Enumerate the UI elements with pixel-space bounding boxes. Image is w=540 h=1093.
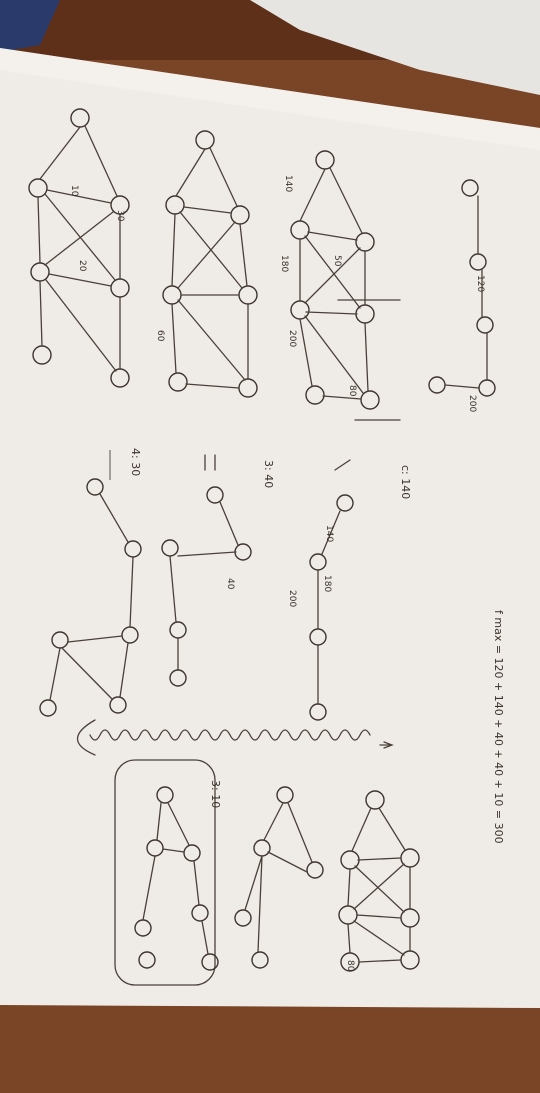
label-40: 40 xyxy=(225,578,235,590)
label-3-10: 3: 10 xyxy=(209,780,222,809)
label-50: 50 xyxy=(332,255,342,267)
label-140: 140 xyxy=(324,525,334,543)
label-c140: c: 140 xyxy=(399,465,412,500)
paper-sheet xyxy=(0,48,540,1008)
label-3-40: 3: 40 xyxy=(262,460,275,489)
label-20: 20 xyxy=(77,260,87,272)
label-200-top: 200 xyxy=(467,395,477,413)
label-180: 180 xyxy=(279,255,289,273)
label-30: 30 xyxy=(115,210,125,222)
label-4-30: 4: 30 xyxy=(129,448,142,477)
label-120: 120 xyxy=(475,275,485,293)
label-80: 80 xyxy=(347,385,357,397)
label-60: 60 xyxy=(155,330,165,342)
label-180-mid: 180 xyxy=(322,575,332,593)
label-200-mid: 200 xyxy=(287,590,297,608)
label-10: 10 xyxy=(69,185,79,197)
label-80-bottom: 80 xyxy=(345,960,355,972)
label-140-left: 140 xyxy=(283,175,293,193)
formula-text: f max = 120 + 140 + 40 + 40 + 10 = 300 xyxy=(492,610,505,844)
label-200-left: 200 xyxy=(287,330,297,348)
